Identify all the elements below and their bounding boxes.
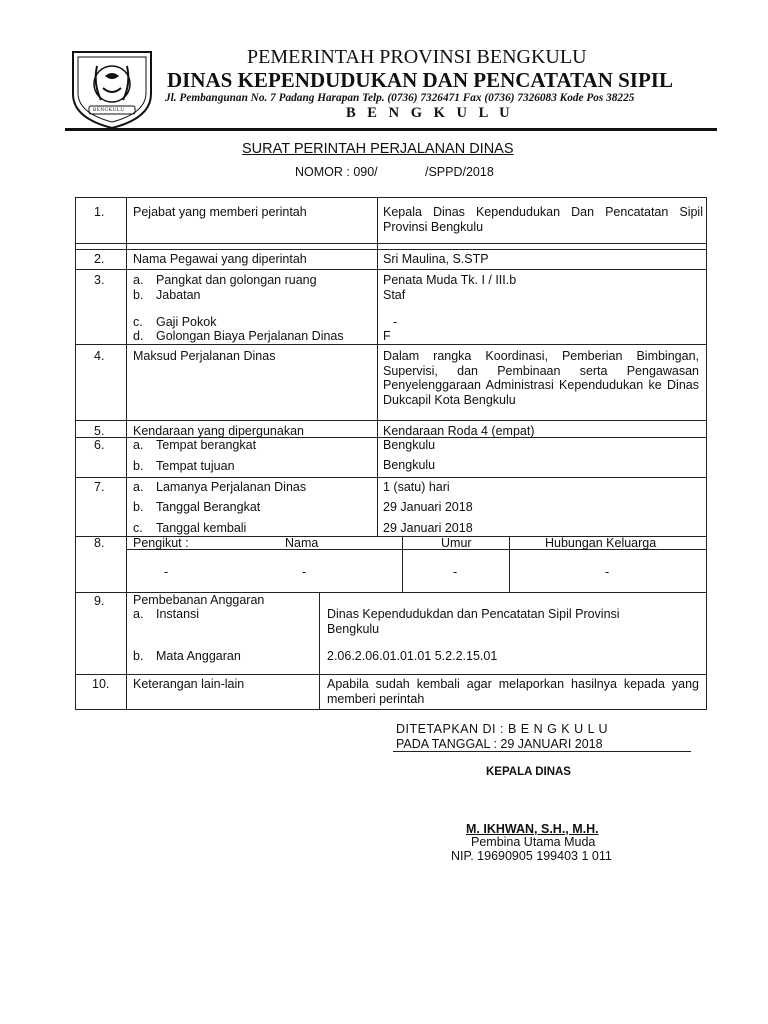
row-9b-value: 2.06.2.06.01.01.01 5.2.2.15.01 bbox=[327, 649, 498, 663]
row-9a-marker: a. bbox=[133, 607, 144, 621]
row-8-label: Pengikut : bbox=[133, 536, 189, 550]
row-3c-value: - bbox=[393, 315, 398, 329]
row-8-number: 8. bbox=[94, 536, 105, 550]
row-3a-label: Pangkat dan golongan ruang bbox=[156, 273, 317, 287]
row-7a-value: 1 (satu) hari bbox=[383, 480, 450, 494]
row-9b-label: Mata Anggaran bbox=[156, 649, 241, 663]
logo bbox=[67, 46, 157, 130]
row-7b-marker: b. bbox=[133, 500, 144, 514]
row-10-number: 10. bbox=[92, 677, 110, 691]
row-3d-marker: d. bbox=[133, 329, 144, 343]
row-2-value: Sri Maulina, S.STP bbox=[383, 252, 489, 266]
row-1-label: Pejabat yang memberi perintah bbox=[133, 205, 307, 219]
row-4-number: 4. bbox=[94, 349, 105, 363]
row-8-age: - bbox=[453, 565, 458, 579]
document-number-prefix: NOMOR : 090/ bbox=[295, 165, 378, 179]
row-9-number: 9. bbox=[94, 594, 105, 608]
row-5-number: 5. bbox=[94, 424, 105, 438]
row-8-relation: - bbox=[605, 565, 610, 579]
header-agency: DINAS KEPENDUDUKAN DAN PENCATATAN SIPIL bbox=[167, 68, 673, 92]
row-5-value: Kendaraan Roda 4 (empat) bbox=[383, 424, 535, 438]
row-3b-label: Jabatan bbox=[156, 288, 201, 302]
row-8-col-nama: Nama bbox=[285, 536, 319, 550]
row-6a-value: Bengkulu bbox=[383, 438, 436, 452]
row-6b-label: Tempat tujuan bbox=[156, 459, 235, 473]
row-7-number: 7. bbox=[94, 480, 105, 494]
row-4-value: Dalam rangka Koordinasi, Pemberian Bimbingan, Supervisi, dan Pembinaan serta Pengawasan Penyelenggaraan Administrasi Kependudukan ke Dinas Dukcapil Kota Bengkulu bbox=[383, 349, 699, 407]
row-3-number: 3. bbox=[94, 273, 105, 287]
signature-nip: NIP. 19690905 199403 1 011 bbox=[451, 849, 612, 863]
row-6a-label: Tempat berangkat bbox=[156, 438, 257, 452]
logo-text: BENGKULU bbox=[93, 108, 125, 113]
row-6a-marker: a. bbox=[133, 438, 144, 452]
document-title: SURAT PERINTAH PERJALANAN DINAS bbox=[242, 141, 514, 157]
row-7a-label: Lamanya Perjalanan Dinas bbox=[156, 480, 307, 494]
row-9-label: Pembebanan Anggaran bbox=[133, 593, 265, 607]
row-3b-marker: b. bbox=[133, 288, 144, 302]
row-1-value: Kepala Dinas Kependudukan Dan Pencatatan Sipil Provinsi Bengkulu bbox=[383, 205, 703, 234]
row-6-number: 6. bbox=[94, 438, 105, 452]
row-3c-marker: c. bbox=[133, 315, 143, 329]
row-1-number: 1. bbox=[94, 205, 105, 219]
row-4-label: Maksud Perjalanan Dinas bbox=[133, 349, 276, 363]
row-9a-value: Dinas Kependudukdan dan Pencatatan Sipil Provinsi Bengkulu bbox=[327, 607, 620, 636]
row-2-number: 2. bbox=[94, 252, 105, 266]
row-8-name-1: - bbox=[164, 565, 169, 579]
header-government: PEMERINTAH PROVINSI BENGKULU bbox=[247, 46, 587, 68]
row-5-label: Kendaraan yang dipergunakan bbox=[133, 424, 304, 438]
row-8-col-hubungan: Hubungan Keluarga bbox=[545, 536, 657, 550]
row-3a-marker: a. bbox=[133, 273, 144, 287]
row-3d-label: Golongan Biaya Perjalanan Dinas bbox=[156, 329, 344, 343]
header-city: B E N G K U L U bbox=[346, 105, 514, 121]
signature-rule bbox=[393, 751, 691, 752]
row-9b-marker: b. bbox=[133, 649, 144, 663]
signature-place: DITETAPKAN DI : B E N G K U L U bbox=[396, 722, 609, 736]
header-rule bbox=[65, 128, 717, 131]
row-8-name-2: - bbox=[302, 565, 307, 579]
row-7c-label: Tanggal kembali bbox=[156, 521, 247, 535]
row-10-value: Apabila sudah kembali agar melaporkan hasilnya kepada yang memberi perintah bbox=[327, 677, 699, 706]
signature-position: KEPALA DINAS bbox=[486, 766, 571, 778]
row-6b-marker: b. bbox=[133, 459, 144, 473]
row-7c-value: 29 Januari 2018 bbox=[383, 521, 473, 535]
row-7b-label: Tanggal Berangkat bbox=[156, 500, 261, 514]
signature-date: PADA TANGGAL : 29 JANUARI 2018 bbox=[396, 737, 603, 751]
row-7a-marker: a. bbox=[133, 480, 144, 494]
row-7b-value: 29 Januari 2018 bbox=[383, 500, 473, 514]
signature-rank: Pembina Utama Muda bbox=[471, 835, 596, 849]
header-address: Jl. Pembangunan No. 7 Padang Harapan Telp. (0736) 7326471 Fax (0736) 7326083 Kode Pos 38225 bbox=[165, 92, 635, 104]
row-3a-value: Penata Muda Tk. I / III.b bbox=[383, 273, 517, 287]
document-number-suffix: /SPPD/2018 bbox=[425, 165, 494, 179]
signature-name: M. IKHWAN, S.H., M.H. bbox=[466, 822, 599, 836]
row-3c-label: Gaji Pokok bbox=[156, 315, 217, 329]
row-7c-marker: c. bbox=[133, 521, 143, 535]
row-10-label: Keterangan lain-lain bbox=[133, 677, 245, 691]
row-6b-value: Bengkulu bbox=[383, 458, 436, 472]
row-2-label: Nama Pegawai yang diperintah bbox=[133, 252, 307, 266]
row-8-col-umur: Umur bbox=[441, 536, 472, 550]
row-3b-value: Staf bbox=[383, 288, 406, 302]
row-3d-value: F bbox=[383, 329, 391, 343]
row-9a-label: Instansi bbox=[156, 607, 200, 621]
crest-icon bbox=[67, 46, 157, 130]
